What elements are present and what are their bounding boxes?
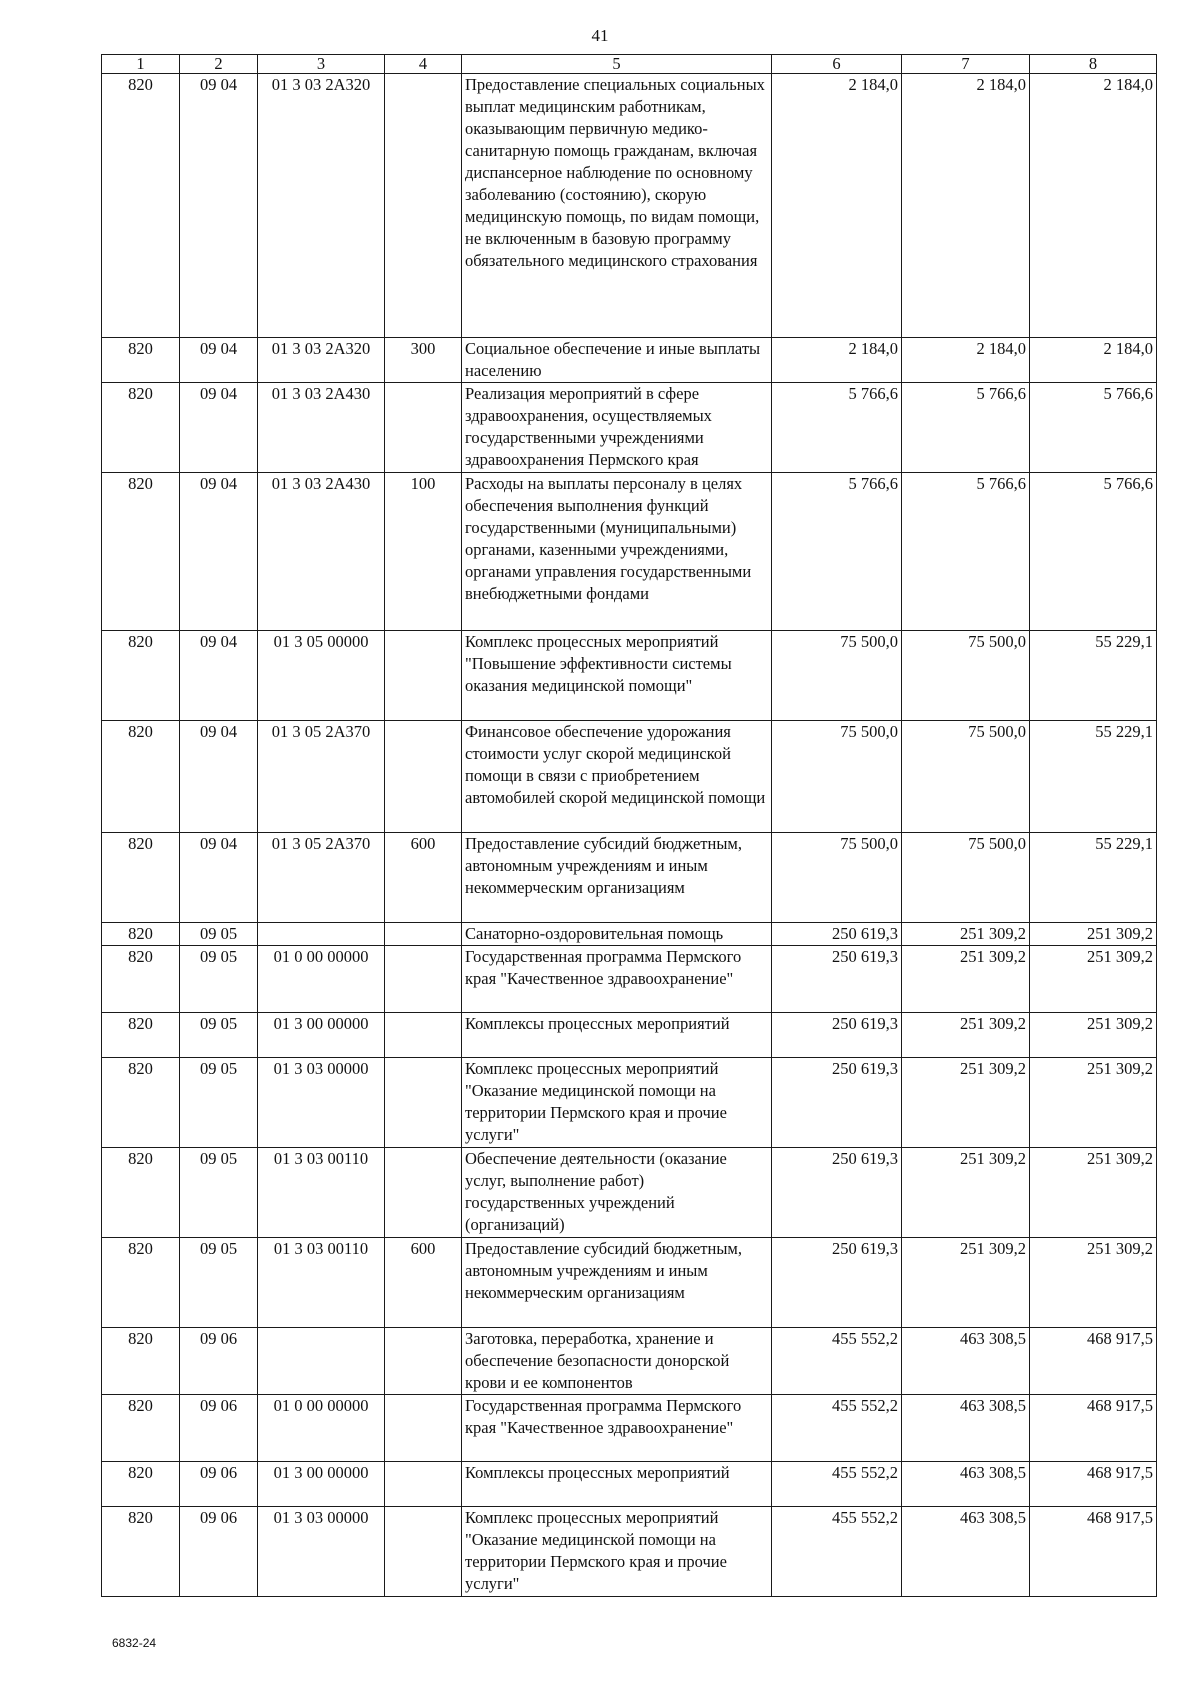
cell-admin: 820 xyxy=(102,1058,180,1148)
table-row xyxy=(102,74,1157,338)
cell-description: Расходы на выплаты персоналу в целях обеспечения выполнения функций государственными (муниципальными) органами, казенными учреждениями, органами управления государственными внебюджетными фондами xyxy=(462,473,772,631)
cell-description: Заготовка, переработка, хранение и обеспечение безопасности донорской крови и ее компонентов xyxy=(462,1328,772,1395)
cell-expense-type xyxy=(385,631,462,721)
cell-section: 09 04 xyxy=(180,721,258,833)
cell-admin: 820 xyxy=(102,1148,180,1238)
cell-sum-3: 55 229,1 xyxy=(1030,721,1157,833)
cell-target: 01 3 03 00000 xyxy=(258,1058,385,1148)
cell-sum-2: 75 500,0 xyxy=(902,631,1030,721)
cell-expense-type xyxy=(385,1328,462,1395)
cell-sum-3: 5 766,6 xyxy=(1030,473,1157,631)
cell-target: 01 0 00 00000 xyxy=(258,1395,385,1462)
cell-section: 09 05 xyxy=(180,923,258,946)
cell-sum-3: 468 917,5 xyxy=(1030,1328,1157,1395)
cell-description: Предоставление субсидий бюджетным, автономным учреждениям и иным некоммерческим организациям xyxy=(462,833,772,923)
cell-sum-3: 251 309,2 xyxy=(1030,1148,1157,1238)
cell-admin: 820 xyxy=(102,1013,180,1058)
cell-sum-1: 75 500,0 xyxy=(772,721,902,833)
cell-sum-2: 251 309,2 xyxy=(902,1238,1030,1328)
cell-admin: 820 xyxy=(102,1328,180,1395)
cell-target: 01 3 05 00000 xyxy=(258,631,385,721)
cell-sum-3: 251 309,2 xyxy=(1030,946,1157,1013)
cell-sum-1: 5 766,6 xyxy=(772,473,902,631)
cell-expense-type xyxy=(385,946,462,1013)
cell-sum-3: 251 309,2 xyxy=(1030,923,1157,946)
cell-sum-3: 5 766,6 xyxy=(1030,383,1157,473)
table-row xyxy=(102,1013,1157,1058)
cell-target: 01 3 03 00000 xyxy=(258,1507,385,1597)
cell-sum-1: 2 184,0 xyxy=(772,338,902,383)
cell-expense-type xyxy=(385,1462,462,1507)
cell-target: 01 3 03 2А320 xyxy=(258,74,385,338)
cell-description: Предоставление субсидий бюджетным, автономным учреждениям и иным некоммерческим организациям xyxy=(462,1238,772,1328)
table-row xyxy=(102,1058,1157,1148)
cell-admin: 820 xyxy=(102,1395,180,1462)
cell-sum-3: 468 917,5 xyxy=(1030,1395,1157,1462)
cell-sum-2: 2 184,0 xyxy=(902,338,1030,383)
table-row xyxy=(102,721,1157,833)
cell-target xyxy=(258,1328,385,1395)
cell-admin: 820 xyxy=(102,473,180,631)
cell-admin: 820 xyxy=(102,1238,180,1328)
cell-section: 09 04 xyxy=(180,473,258,631)
cell-admin: 820 xyxy=(102,631,180,721)
cell-section: 09 04 xyxy=(180,631,258,721)
cell-description: Комплексы процессных мероприятий xyxy=(462,1462,772,1507)
cell-admin: 820 xyxy=(102,74,180,338)
cell-target xyxy=(258,923,385,946)
cell-sum-3: 2 184,0 xyxy=(1030,338,1157,383)
cell-sum-2: 251 309,2 xyxy=(902,946,1030,1013)
cell-sum-1: 250 619,3 xyxy=(772,1238,902,1328)
cell-sum-2: 463 308,5 xyxy=(902,1462,1030,1507)
cell-section: 09 04 xyxy=(180,74,258,338)
cell-sum-2: 251 309,2 xyxy=(902,1058,1030,1148)
table-row xyxy=(102,923,1157,946)
cell-expense-type: 600 xyxy=(385,1238,462,1328)
cell-description: Предоставление специальных социальных выплат медицинским работникам, оказывающим первичную медико-санитарную помощь гражданам, включая диспансерное наблюдение по основному заболеванию (состоянию), скорую медицинскую помощь, по видам помощи, не включенным в базовую программу обязательного медицинского страхования xyxy=(462,74,772,338)
cell-sum-1: 250 619,3 xyxy=(772,1058,902,1148)
cell-section: 09 05 xyxy=(180,1058,258,1148)
cell-expense-type: 100 xyxy=(385,473,462,631)
cell-sum-1: 455 552,2 xyxy=(772,1395,902,1462)
table-row xyxy=(102,1395,1157,1462)
cell-admin: 820 xyxy=(102,721,180,833)
table-row xyxy=(102,833,1157,923)
cell-admin: 820 xyxy=(102,923,180,946)
cell-sum-3: 468 917,5 xyxy=(1030,1462,1157,1507)
cell-description: Комплекс процессных мероприятий "Повышение эффективности системы оказания медицинской помощи" xyxy=(462,631,772,721)
cell-description: Социальное обеспечение и иные выплаты населению xyxy=(462,338,772,383)
cell-target: 01 3 03 00110 xyxy=(258,1148,385,1238)
cell-sum-1: 250 619,3 xyxy=(772,1013,902,1058)
cell-sum-3: 251 309,2 xyxy=(1030,1058,1157,1148)
cell-target: 01 3 05 2А370 xyxy=(258,833,385,923)
header-cell: 8 xyxy=(1030,55,1157,74)
cell-sum-1: 455 552,2 xyxy=(772,1507,902,1597)
cell-description: Государственная программа Пермского края "Качественное здравоохранение" xyxy=(462,946,772,1013)
cell-section: 09 06 xyxy=(180,1462,258,1507)
table-row xyxy=(102,946,1157,1013)
cell-admin: 820 xyxy=(102,1507,180,1597)
cell-section: 09 05 xyxy=(180,1148,258,1238)
cell-sum-1: 75 500,0 xyxy=(772,631,902,721)
cell-sum-1: 250 619,3 xyxy=(772,1148,902,1238)
cell-sum-2: 5 766,6 xyxy=(902,473,1030,631)
cell-sum-2: 2 184,0 xyxy=(902,74,1030,338)
cell-description: Комплекс процессных мероприятий "Оказание медицинской помощи на территории Пермского края и прочие услуги" xyxy=(462,1058,772,1148)
cell-sum-2: 463 308,5 xyxy=(902,1395,1030,1462)
budget-table xyxy=(101,54,1157,1597)
header-cell: 6 xyxy=(772,55,902,74)
cell-description: Комплексы процессных мероприятий xyxy=(462,1013,772,1058)
cell-section: 09 04 xyxy=(180,338,258,383)
cell-section: 09 06 xyxy=(180,1507,258,1597)
cell-target: 01 3 05 2А370 xyxy=(258,721,385,833)
table-row xyxy=(102,1462,1157,1507)
cell-description: Санаторно-оздоровительная помощь xyxy=(462,923,772,946)
cell-expense-type: 600 xyxy=(385,833,462,923)
cell-sum-2: 251 309,2 xyxy=(902,1013,1030,1058)
cell-sum-3: 2 184,0 xyxy=(1030,74,1157,338)
cell-sum-1: 455 552,2 xyxy=(772,1328,902,1395)
cell-description: Реализация мероприятий в сфере здравоохранения, осуществляемых государственными учреждениями здравоохранения Пермского края xyxy=(462,383,772,473)
cell-description: Финансовое обеспечение удорожания стоимости услуг скорой медицинской помощи в связи с приобретением автомобилей скорой медицинской помощи xyxy=(462,721,772,833)
cell-expense-type xyxy=(385,1507,462,1597)
cell-admin: 820 xyxy=(102,833,180,923)
cell-expense-type xyxy=(385,383,462,473)
cell-target: 01 3 03 2А320 xyxy=(258,338,385,383)
cell-section: 09 06 xyxy=(180,1395,258,1462)
cell-admin: 820 xyxy=(102,383,180,473)
cell-description: Комплекс процессных мероприятий "Оказание медицинской помощи на территории Пермского края и прочие услуги" xyxy=(462,1507,772,1597)
cell-expense-type xyxy=(385,1148,462,1238)
cell-sum-3: 251 309,2 xyxy=(1030,1013,1157,1058)
table-row xyxy=(102,383,1157,473)
cell-sum-3: 55 229,1 xyxy=(1030,833,1157,923)
cell-target: 01 3 00 00000 xyxy=(258,1462,385,1507)
cell-sum-3: 55 229,1 xyxy=(1030,631,1157,721)
cell-sum-2: 251 309,2 xyxy=(902,923,1030,946)
cell-target: 01 3 03 2А430 xyxy=(258,473,385,631)
header-cell: 3 xyxy=(258,55,385,74)
table-row xyxy=(102,1238,1157,1328)
cell-admin: 820 xyxy=(102,946,180,1013)
cell-expense-type xyxy=(385,1058,462,1148)
cell-admin: 820 xyxy=(102,1462,180,1507)
cell-sum-3: 468 917,5 xyxy=(1030,1507,1157,1597)
cell-target: 01 3 03 2А430 xyxy=(258,383,385,473)
cell-section: 09 04 xyxy=(180,383,258,473)
cell-section: 09 05 xyxy=(180,946,258,1013)
page-number: 41 xyxy=(591,26,609,45)
cell-sum-1: 250 619,3 xyxy=(772,946,902,1013)
cell-target: 01 0 00 00000 xyxy=(258,946,385,1013)
cell-section: 09 05 xyxy=(180,1013,258,1058)
cell-target: 01 3 03 00110 xyxy=(258,1238,385,1328)
table-row xyxy=(102,338,1157,383)
table-row xyxy=(102,1148,1157,1238)
cell-expense-type xyxy=(385,1013,462,1058)
cell-description: Обеспечение деятельности (оказание услуг, выполнение работ) государственных учреждений (организаций) xyxy=(462,1148,772,1238)
cell-description: Государственная программа Пермского края "Качественное здравоохранение" xyxy=(462,1395,772,1462)
cell-sum-1: 250 619,3 xyxy=(772,923,902,946)
cell-sum-1: 5 766,6 xyxy=(772,383,902,473)
table-row xyxy=(102,1328,1157,1395)
cell-sum-1: 2 184,0 xyxy=(772,74,902,338)
cell-section: 09 04 xyxy=(180,833,258,923)
cell-section: 09 05 xyxy=(180,1238,258,1328)
cell-expense-type: 300 xyxy=(385,338,462,383)
header-cell: 7 xyxy=(902,55,1030,74)
cell-expense-type xyxy=(385,74,462,338)
cell-section: 09 06 xyxy=(180,1328,258,1395)
cell-expense-type xyxy=(385,721,462,833)
header-cell: 1 xyxy=(102,55,180,74)
cell-sum-3: 251 309,2 xyxy=(1030,1238,1157,1328)
header-cell: 4 xyxy=(385,55,462,74)
cell-sum-2: 75 500,0 xyxy=(902,721,1030,833)
cell-sum-2: 463 308,5 xyxy=(902,1328,1030,1395)
cell-sum-2: 5 766,6 xyxy=(902,383,1030,473)
cell-sum-1: 455 552,2 xyxy=(772,1462,902,1507)
table-row xyxy=(102,473,1157,631)
cell-expense-type xyxy=(385,923,462,946)
table-row xyxy=(102,1507,1157,1597)
cell-sum-2: 463 308,5 xyxy=(902,1507,1030,1597)
table-row xyxy=(102,631,1157,721)
cell-admin: 820 xyxy=(102,338,180,383)
header-cell: 2 xyxy=(180,55,258,74)
header-row xyxy=(102,55,1157,74)
cell-target: 01 3 00 00000 xyxy=(258,1013,385,1058)
cell-sum-2: 75 500,0 xyxy=(902,833,1030,923)
cell-sum-2: 251 309,2 xyxy=(902,1148,1030,1238)
document-code: 6832-24 xyxy=(112,1636,157,1650)
cell-sum-1: 75 500,0 xyxy=(772,833,902,923)
header-cell: 5 xyxy=(462,55,772,74)
cell-expense-type xyxy=(385,1395,462,1462)
